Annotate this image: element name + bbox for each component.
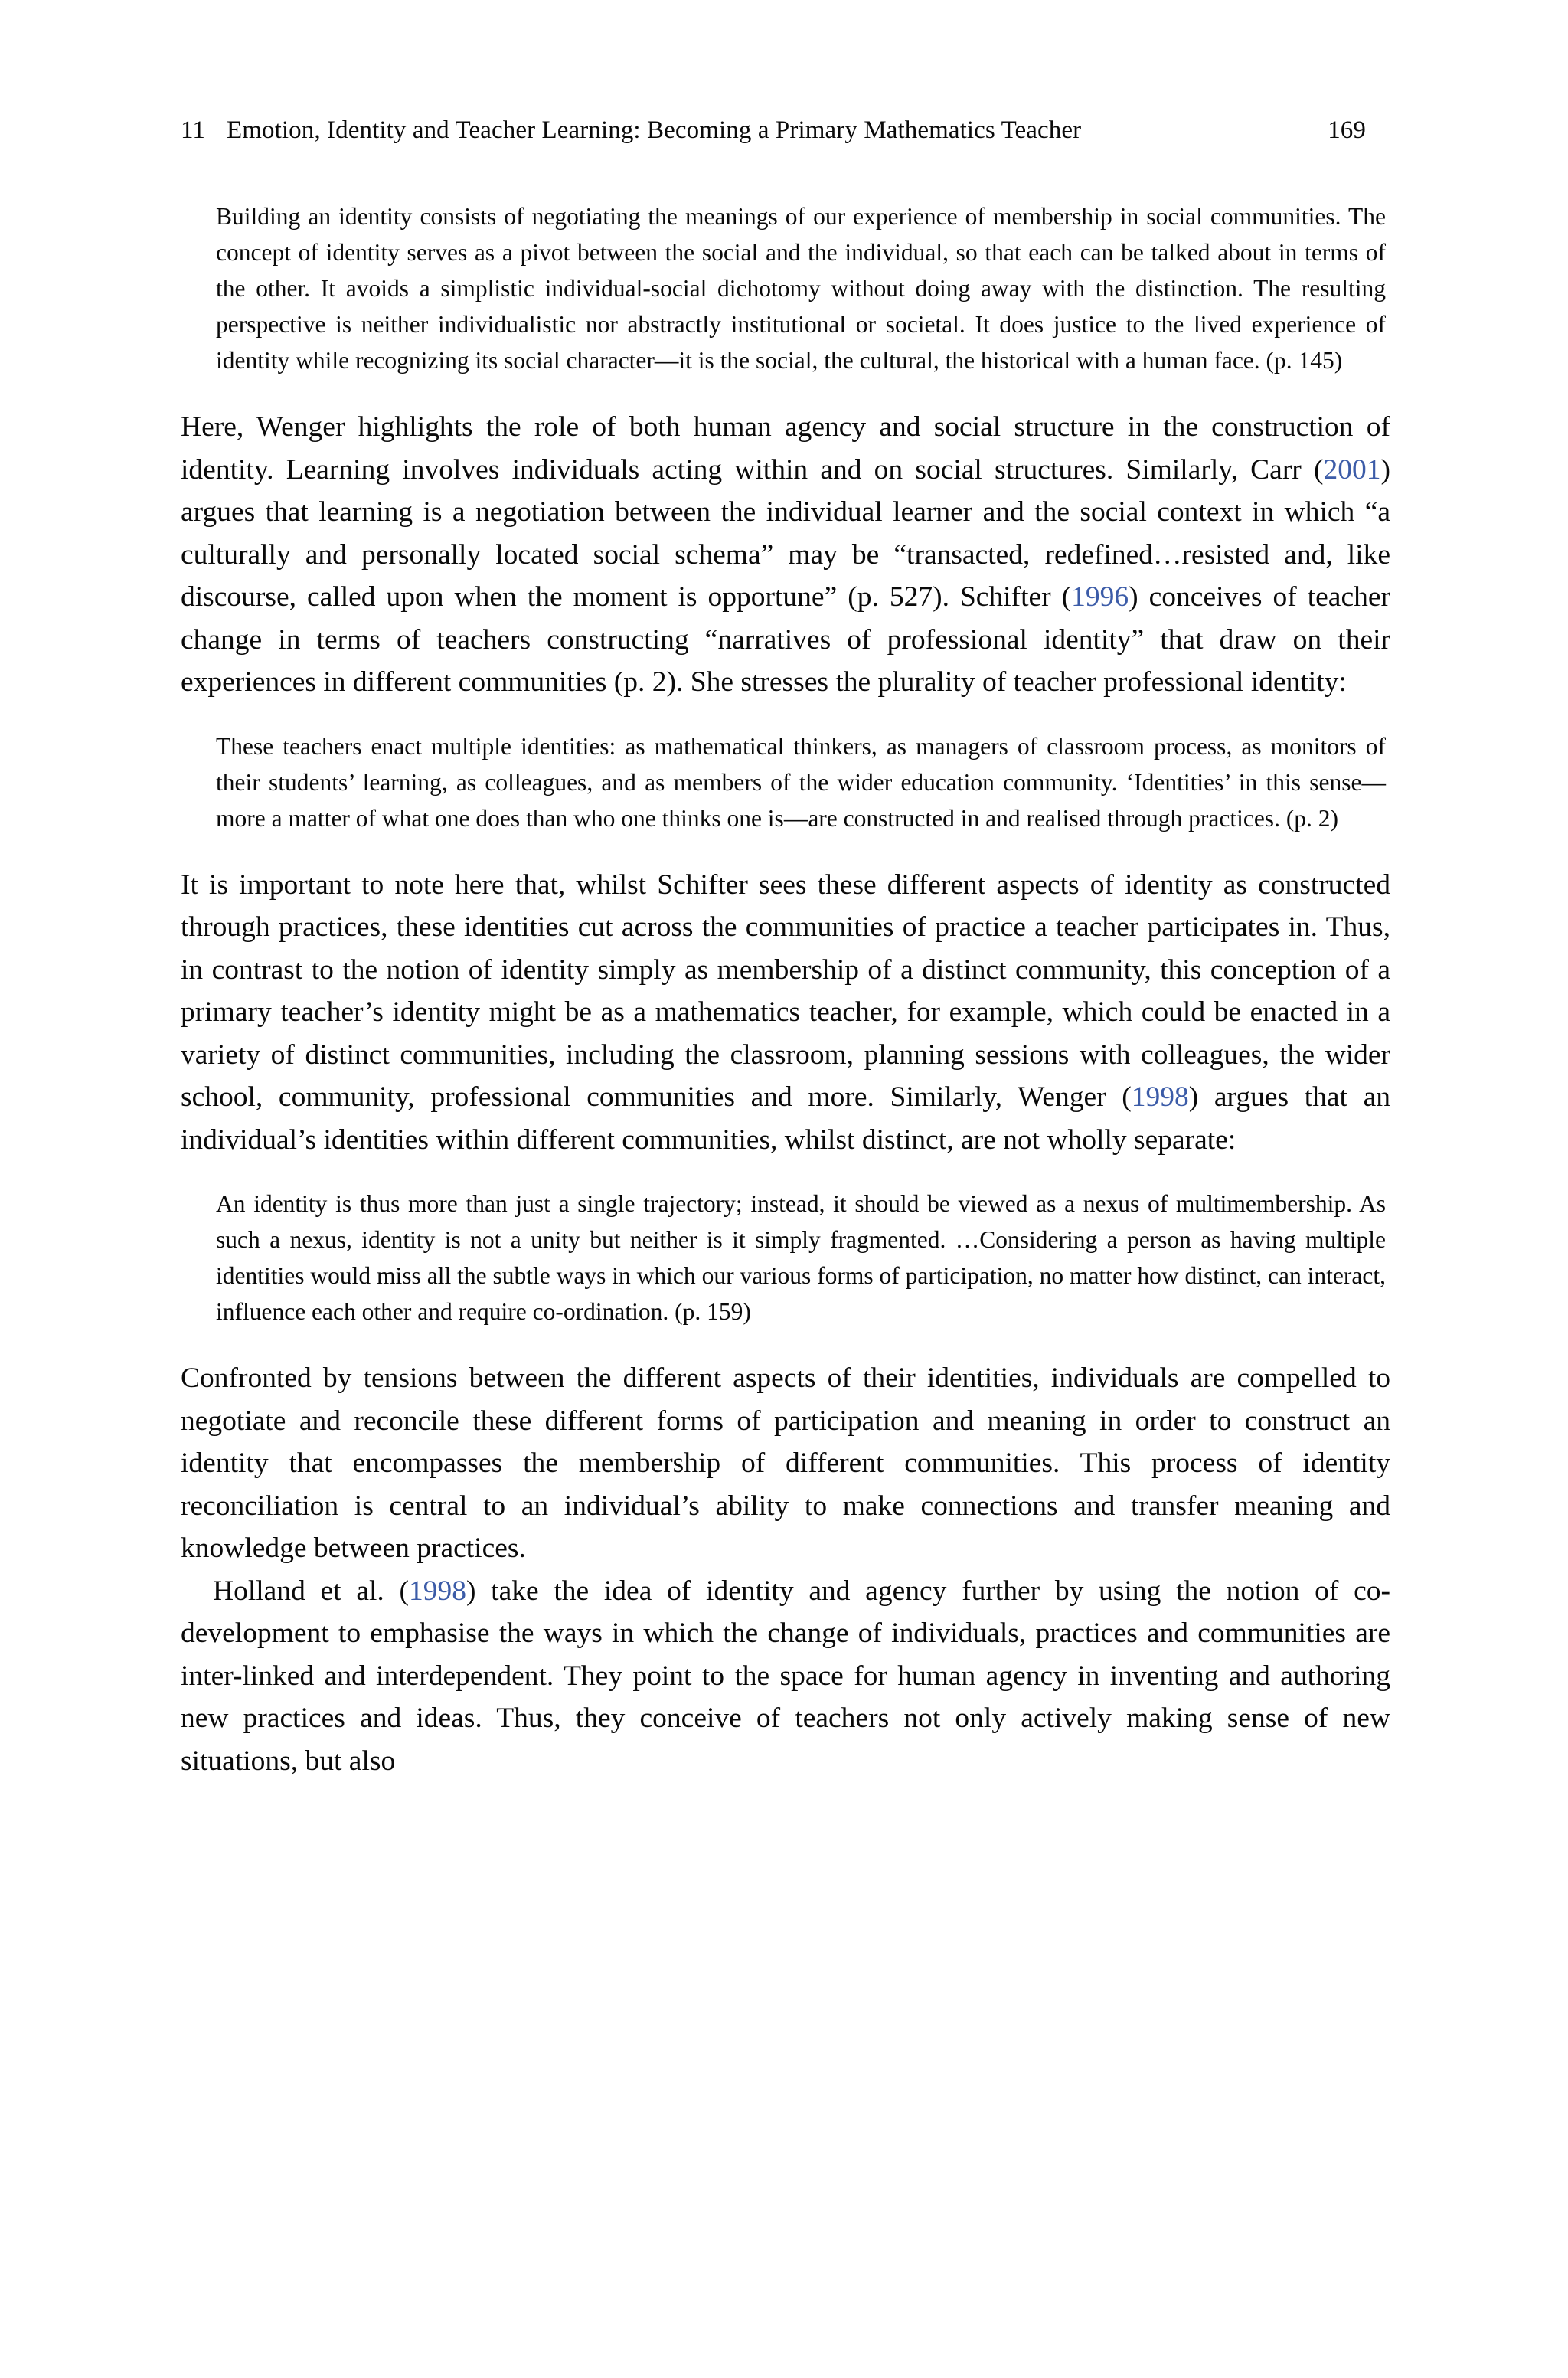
- blockquote-wenger-p145: Building an identity consists of negotiating the meanings of our experience of membership in social communities. The concept of identity serves as a pivot between the social and the individual, so that each can be talked about in terms of the other. It avoids a simplistic individual-social dichotomy without doing away with the distinction. The resulting perspective is neither individualistic nor abstractly institutional or societal. It does justice to the lived experience of identity while recognizing its social character—it is the social, the cultural, the historical with a human face. (p. 145): [216, 203, 1386, 375]
- spacer: [181, 704, 1390, 728]
- citation-link-carr-2001[interactable]: 2001: [1323, 453, 1381, 486]
- paragraph-holland-et-al: [181, 1570, 1390, 1783]
- text-segment: ) argues that learning is a negotiation between the individual learner and the social context in which “a culturally and personally located social schema” may be “transacted, redefined…resisted and, like discourse, called upon when the moment is opportune” (p. 527). Schifter (: [181, 453, 1390, 613]
- running-head: [181, 115, 1390, 146]
- spacer: [181, 836, 1390, 864]
- text-segment: ) conceives of teacher change in terms of teachers constructing “narratives of professional identity” that draw on their experiences in different communities (p. 2). She stresses the plurality of teacher professional identity:: [181, 581, 1390, 698]
- citation-link-wenger-1998[interactable]: 1998: [1131, 1081, 1189, 1114]
- page-number: 169: [1328, 116, 1366, 144]
- text-segment: Holland et al. (: [213, 1575, 409, 1607]
- citation-link-holland-1998[interactable]: 1998: [408, 1575, 466, 1607]
- citation-link-schifter-1996[interactable]: 1996: [1071, 581, 1129, 613]
- text-segment: It is important to note here that, whilst Schifter sees these different aspects of identity as constructed through practices, these identities cut across the communities of practice a teacher participates in. Thus, in contrast to the notion of identity simply as membership of a distinct community, this conception of a primary teacher’s identity might be as a mathematics teacher, for example, which could be enacted in a variety of distinct communities, including the classroom, planning sessions with colleagues, the wider school, community, professional communities and more. Similarly, Wenger (: [181, 868, 1390, 1114]
- paragraph-here-wenger-highlights: [181, 406, 1390, 704]
- paragraph-important-to-note: [181, 864, 1390, 1162]
- text-segment: ) argues that an individual’s identities within different communities, whilst distinct, are not wholly separate:: [181, 1081, 1390, 1156]
- blockquote-schifter-p2: These teachers enact multiple identities: as mathematical thinkers, as managers of classroom process, as monitors of their students’ learning, as colleagues, and as members of the wider education community. ‘Identities’ in this sense—more a matter of what one does than who one thinks one is—are constructed in and realised through practices. (p. 2): [216, 732, 1386, 832]
- spacer: [181, 1161, 1390, 1186]
- paragraph-confronted-by-tensions: Confronted by tensions between the different aspects of their identities, individuals are compelled to negotiate and reconcile these different forms of participation and meaning in order to construct an identity that encompasses the membership of different communities. This process of identity reconciliation is central to an individual’s ability to make connections and transfer meaning and knowledge between practices.: [181, 1362, 1390, 1565]
- page-content-area: [181, 115, 1390, 1782]
- spacer: [181, 378, 1390, 406]
- text-segment: ) take the idea of identity and agency further by using the notion of co-development to emphasise the ways in which the change of individuals, practices and communities are inter-linked and interdependent. They point to the space for human agency in inventing and authoring new practices and ideas. Thus, they conceive of teachers not only actively making sense of new situations, but also: [181, 1575, 1390, 1777]
- text-segment: Here, Wenger highlights the role of both human agency and social structure in the construction of identity. Learning involves individuals acting within and on social structures. Similarly, Carr (: [181, 411, 1390, 486]
- chapter-title: Emotion, Identity and Teacher Learning: Becoming a Primary Mathematics Teacher: [226, 116, 1082, 144]
- spacer: [181, 1330, 1390, 1357]
- chapter-number: 11: [181, 116, 205, 144]
- blockquote-wenger-p159: An identity is thus more than just a single trajectory; instead, it should be viewed as a nexus of multimembership. As such a nexus, identity is not a unity but neither is it simply fragmented. …Considering a person as having multiple identities would miss all the subtle ways in which our various forms of participation, no matter how distinct, can interact, influence each other and require co-ordination. (p. 159): [216, 1190, 1386, 1326]
